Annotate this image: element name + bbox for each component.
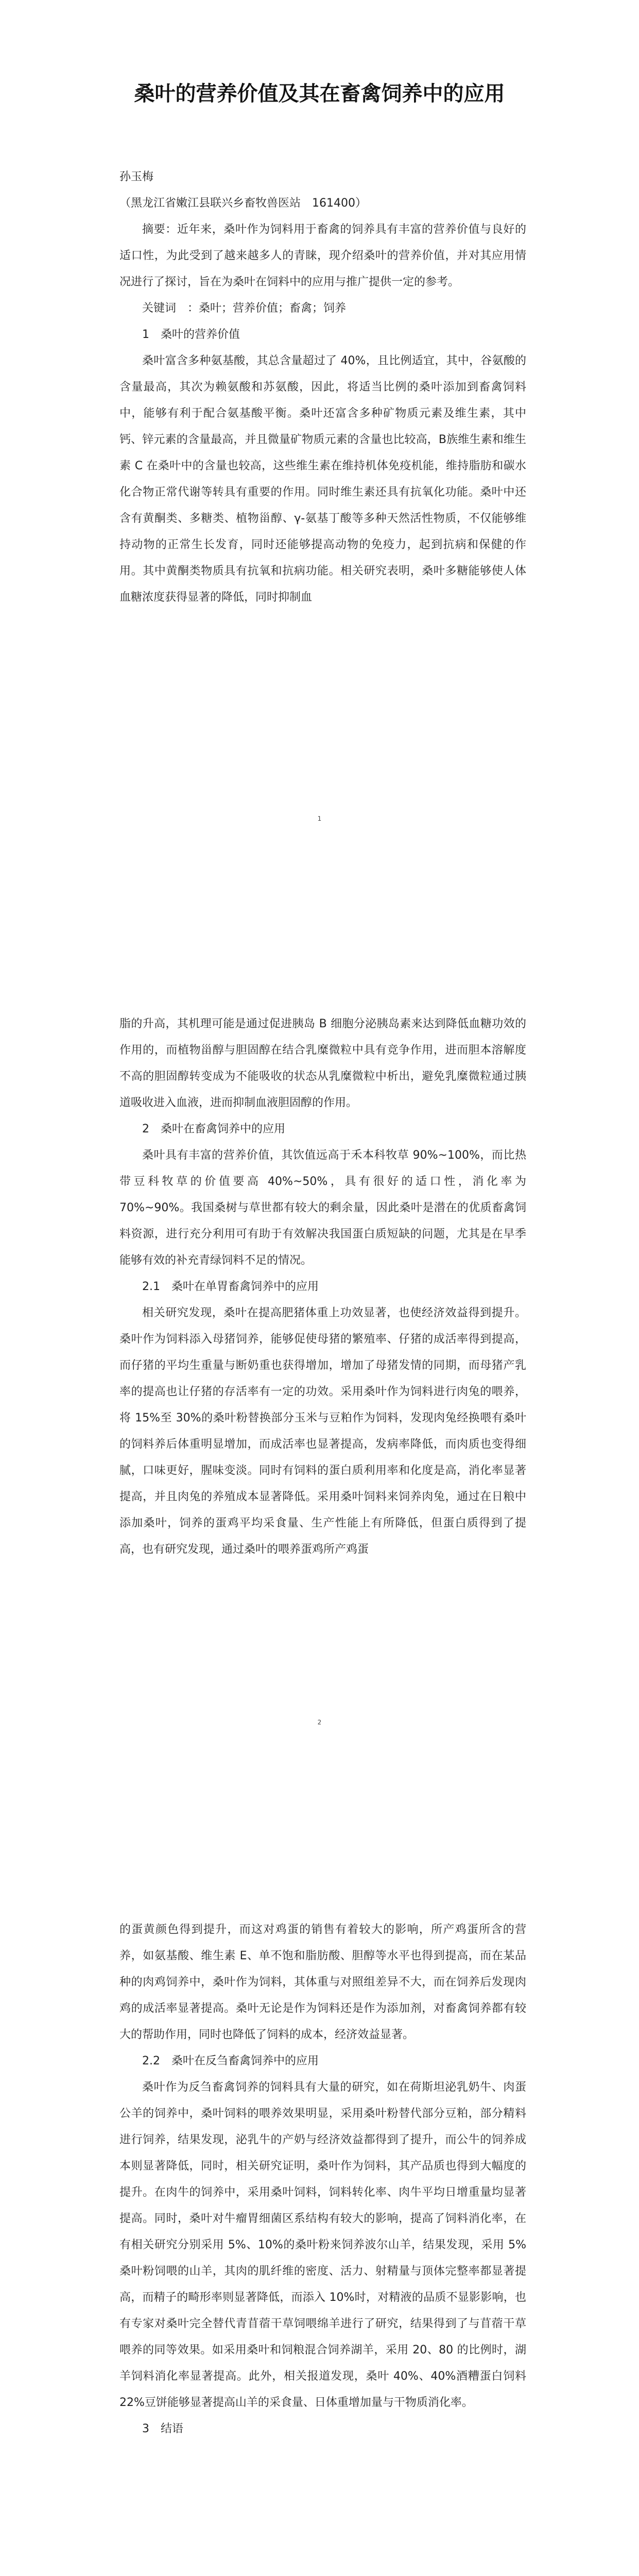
page-1	[0, 0, 639, 904]
section-1-heading: 1 桑叶的营养价值	[142, 328, 240, 341]
abstract: 摘要：近年来，桑叶作为饲料用于畜禽的饲养具有丰富的营养价值与良好的适口性，为此受到了越来越多人的青睐，现介绍桑叶的营养价值，并对其应用情况进行了探讨，旨在为桑叶在饲料中的应用与推广提供一定的参考。	[119, 223, 526, 289]
section-2-1-heading: 2.1 桑叶在单胃畜禽饲养中的应用	[142, 1280, 319, 1293]
section-2-paragraph: 桑叶具有丰富的营养价值，其饮值远高于禾本科牧草 90%~100%，而比热带豆科牧草的价值要高 40%~50%，具有很好的适口性，消化率为 70%~90%。我国桑树与草世都有较大的剩余量，因此桑叶是潜在的优质畜禽饲料资源，进行充分利用可有助于有效解决我国蛋白质短缺的问题，尤其是在早季能够有效的补充青绿饲料不足的情况。	[119, 1149, 526, 1267]
keywords: 关键词 ：桑叶；营养价值；畜禽；饲养	[142, 302, 347, 315]
section-1-paragraph-continued: 脂的升高，其机理可能是通过促进胰岛 B 细胞分泌胰岛素来达到降低血糖功效的作用的，而植物甾醇与胆固醇在结合乳糜微粒中具有竞争作用，进而胆本溶解度不高的胆固醇转变成为不能吸收的状态从乳糜微粒中析出，避免乳糜微粒通过胰道吸收进入血液，进而抑制血液胆固醇的作用。	[119, 1018, 526, 1109]
page-number: 2	[317, 1719, 322, 1726]
section-1-paragraph: 桑叶富含多种氨基酸，其总含量超过了 40%，且比例适宜，其中，谷氨酸的含量最高，其次为赖氨酸和苏氨酸，因此，将适当比例的桑叶添加到畜禽饲料中，能够有利于配合氨基酸平衡。桑叶还富含多种矿物质元素及维生素，其中钙、锌元素的含量最高，并且微量矿物质元素的含量也比较高，B族维生素和维生素 C 在桑叶中的含量也较高，这些维生素在维持机体免疫机能，维持脂肪和碳水化合物正常代谢等转具有重要的作用。同时维生素还具有抗氧化功能。桑叶中还含有黄酮类、多糖类、植物甾醇、γ-氨基丁酸等多种天然活性物质，不仅能够维持动物的正常生长发育，同时还能够提高动物的免疫力，起到抗病和保健的作用。其中黄酮类物质具有抗氧和抗病功能。相关研究表明，桑叶多糖能够使人体血糖浓度获得显著的降低，同时抑制血	[119, 354, 526, 604]
page-3-content	[119, 1917, 526, 2442]
author-affiliation: （黑龙江省嫩江县联兴乡畜牧兽医站 161400）	[119, 197, 367, 210]
section-2-2-paragraph: 桑叶作为反刍畜禽饲养的饲料具有大量的研究，如在荷斯坦泌乳奶牛、肉蛋公羊的饲养中，桑叶饲料的喂养效果明显，采用桑叶粉替代部分豆粕，部分精料进行饲养，结果发现，泌乳牛的产奶与经济效益都得到了提升，而公牛的饲养成本则显著降低，同时，相关研究证明，桑叶作为饲料，其产品质也得到大幅度的提升。在肉牛的饲养中，采用桑叶饲料，饲料转化率、肉牛平均日增重量均显著提高。同时，桑叶对牛瘤胃细菌区系结构有较大的影响，提高了饲料消化率，在有相关研究分别采用 5%、10%的桑叶粉来饲养波尔山羊，结果发现，采用 5%桑叶粉饲喂的山羊，其肉的肌纤维的密度、活力、射精量与顶体完整率都显著提高，而精子的畸形率则显著降低，而添入 10%时，对精液的品质不显影影响，也有专家对桑叶完全替代青苜蓿干草饲喂绵羊进行了研究，结果得到了与苜蓿干草喂养的同等效果。如采用桑叶和饲粮混合饲养湖羊，采用 20、80 的比例时，湖羊饲料消化率显著提高。此外，相关报道发现，桑叶 40%、40%酒糟蛋白饲料 22%豆饼能够显著提高山羊的采食量、日体重增加量与干物质消化率。	[119, 2081, 526, 2409]
page-3	[0, 1807, 639, 2576]
page-2	[0, 904, 639, 1807]
page-1-content	[119, 164, 526, 611]
page-number: 1	[317, 815, 322, 822]
section-2-1-paragraph: 相关研究发现，桑叶在提高肥猪体重上功效显著，也使经济效益得到提升。桑叶作为饲料添入母猪饲养，能够促使母猪的繁殖率、仔猪的成活率得到提高，而仔猪的平均生重量与断奶重也获得增加，增加了母猪发情的同期，而母猪产乳率的提高也让仔猪的存活率有一定的功效。采用桑叶作为饲料进行肉兔的喂养，将 15%至 30%的桑叶粉替换部分玉米与豆粕作为饲料，发现肉兔经换喂有桑叶的饲料养后体重明显增加，而成活率也显著提高，发病率降低，而肉质也变得细腻，口味更好，腥味变淡。同时有饲料的蛋白质利用率和化度是高，消化率显著提高，并且肉兔的养殖成本显著降低。采用桑叶饲料来饲养肉兔，通过在日粮中添加桑叶，饲养的蛋鸡平均采食量、生产性能上有所降低，但蛋白质得到了提高，也有研究发现，通过桑叶的喂养蛋鸡所产鸡蛋	[119, 1307, 526, 1556]
section-3-heading: 3 结语	[142, 2422, 183, 2435]
section-2-heading: 2 桑叶在畜禽饲养中的应用	[142, 1123, 285, 1136]
article-title: 桑叶的营养价值及其在畜禽饲养中的应用	[134, 81, 505, 106]
section-2-1-paragraph-continued: 的蛋黄颜色得到提升，而这对鸡蛋的销售有着较大的影响，所产鸡蛋所含的营养，如氨基酸、维生素 E、单不饱和脂肪酸、胆醇等水平也得到提高，而在某品种的肉鸡饲养中，桑叶作为饲料，其体重与对照组差异不大，而在饲养后发现肉鸡的成活率显著提高。桑叶无论是作为饲料还是作为添加剂，对畜禽饲养都有较大的帮助作用，同时也降低了饲料的成本，经济效益显著。	[119, 1923, 526, 2041]
author-name: 孙玉梅	[119, 171, 154, 183]
section-2-2-heading: 2.2 桑叶在反刍畜禽饲养中的应用	[142, 2055, 319, 2067]
page-2-content	[119, 1011, 526, 1563]
